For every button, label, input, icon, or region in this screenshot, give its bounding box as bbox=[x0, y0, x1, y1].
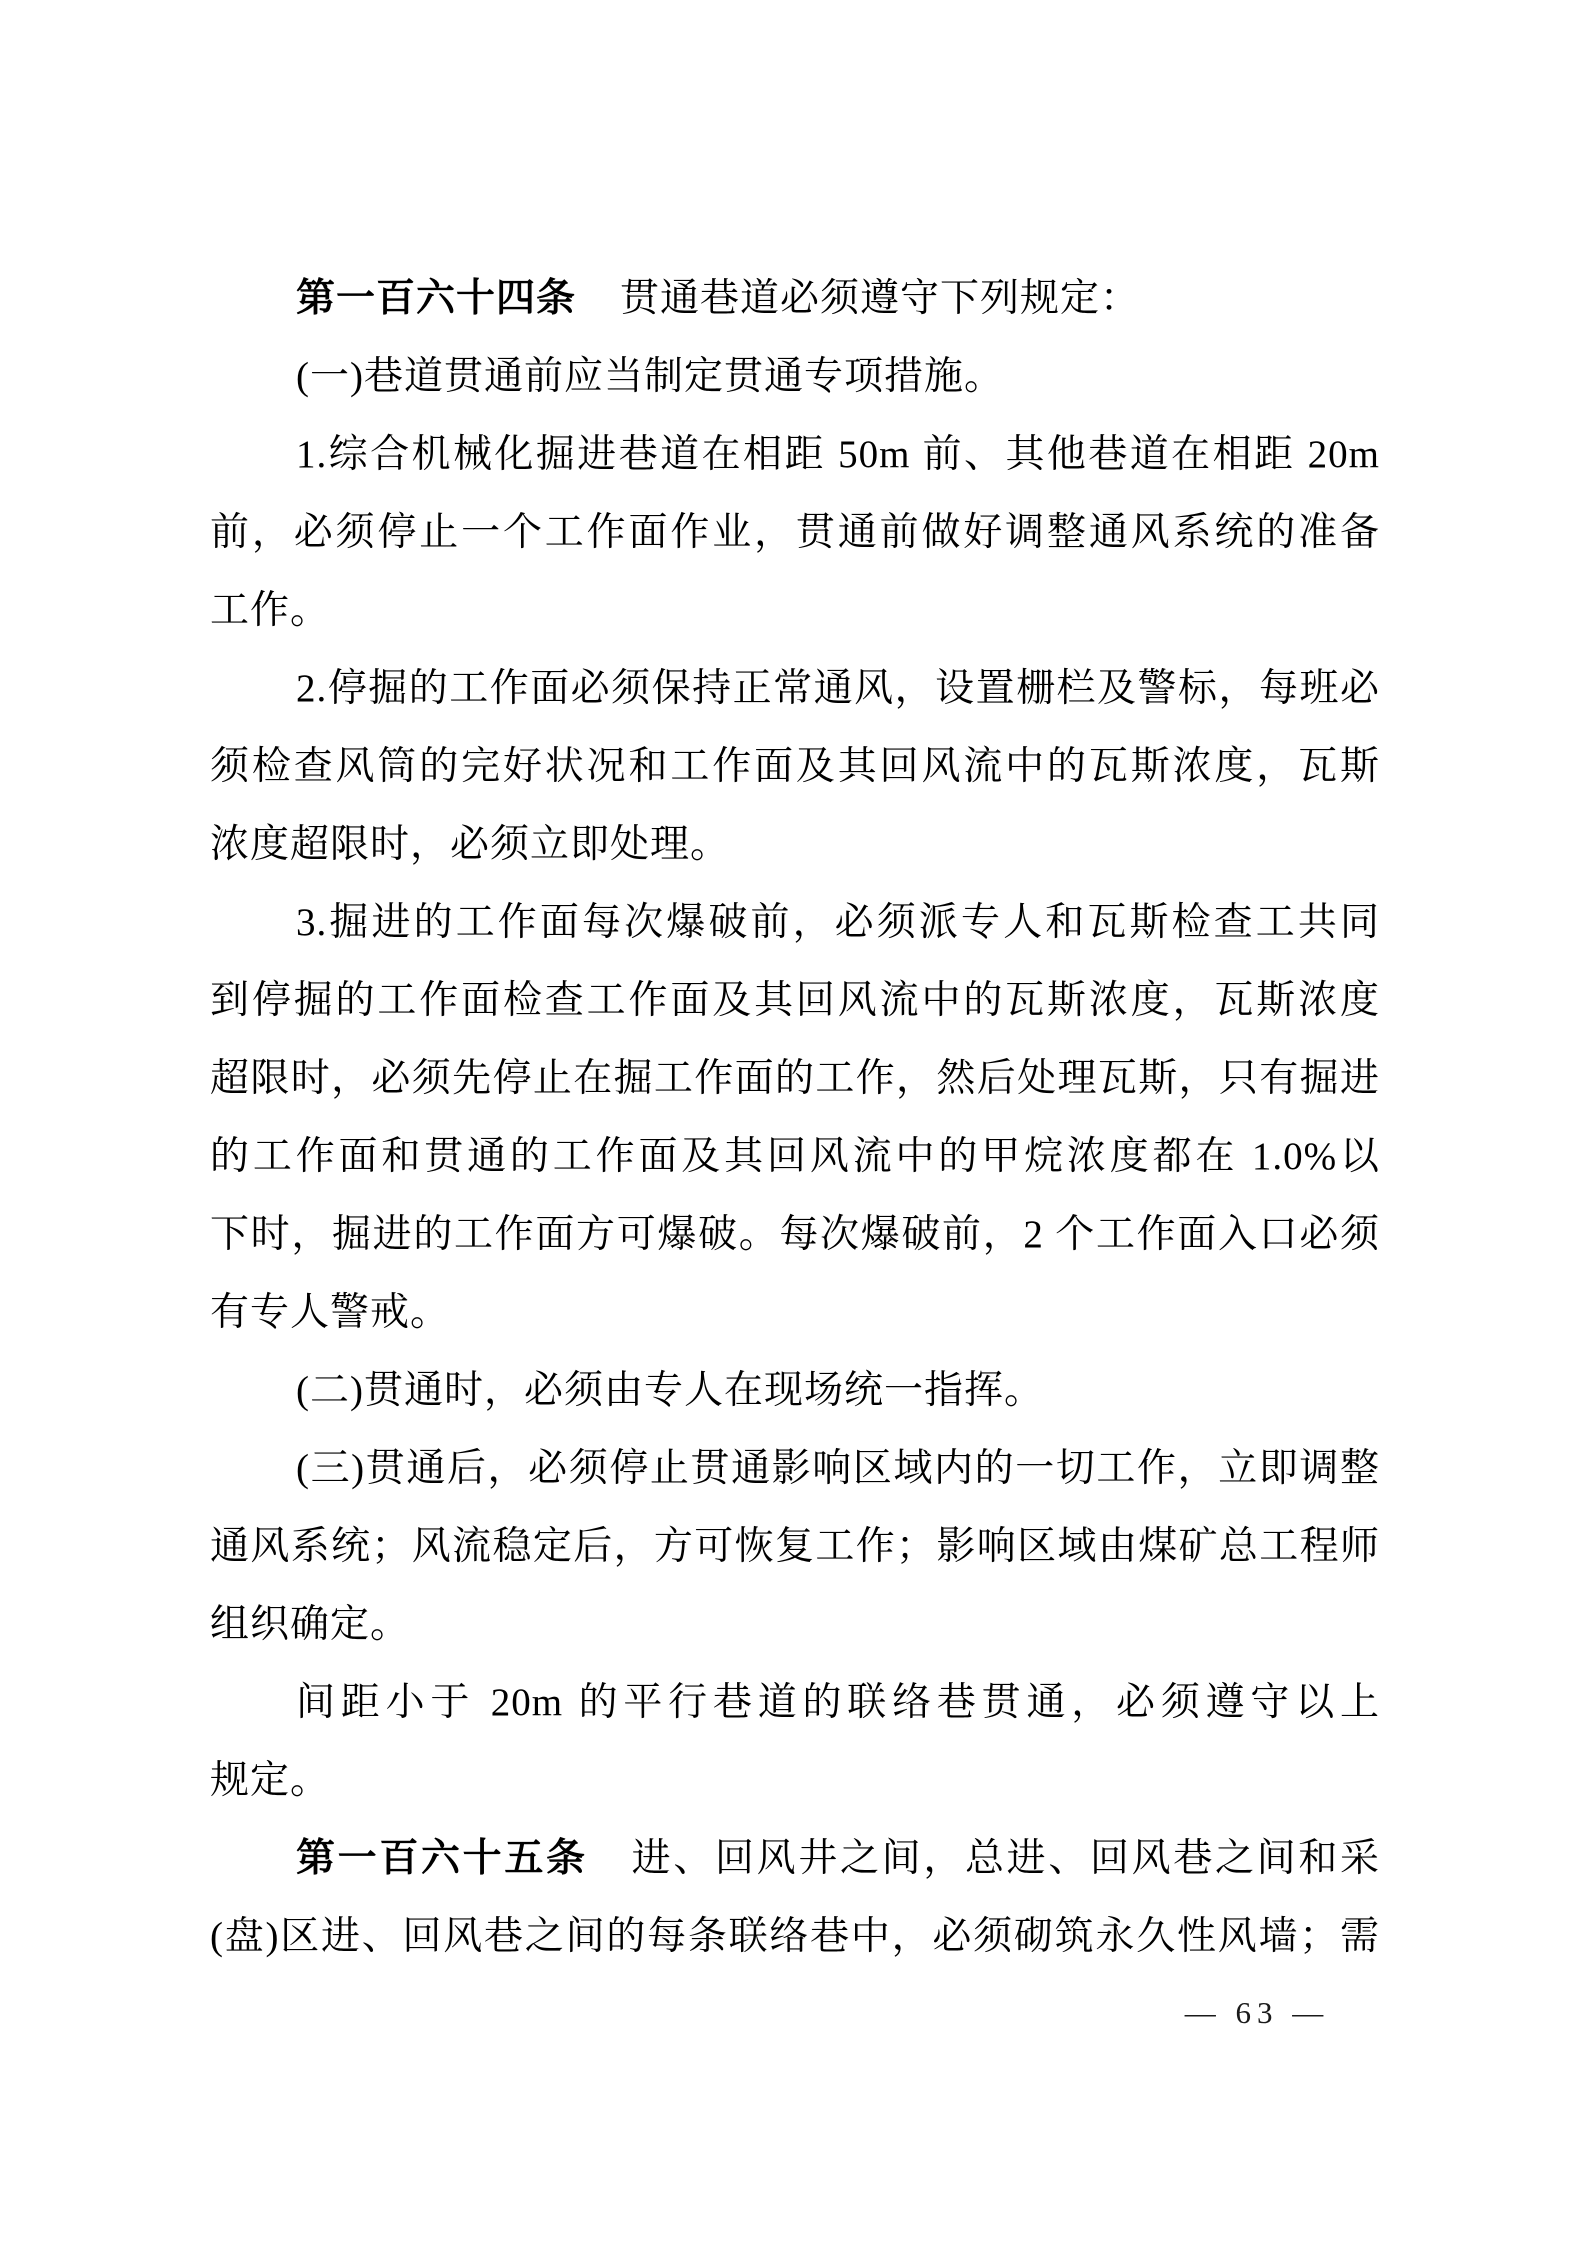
article-164-heading-line bbox=[210, 260, 1380, 338]
line-text: 组织确定。 bbox=[210, 1603, 411, 1646]
line-text: 1.综合机械化掘进巷道在相距 50m 前、其他巷道在相距 20m bbox=[296, 433, 1380, 476]
line-text: 超限时，必须先停止在掘工作面的工作，然后处理瓦斯，只有掘进 bbox=[210, 1057, 1380, 1100]
page-number: — 63 — bbox=[1184, 1995, 1330, 2030]
text-line bbox=[210, 1508, 1380, 1586]
text-line bbox=[210, 1040, 1380, 1118]
line-text: 到停掘的工作面检查工作面及其回风流中的瓦斯浓度，瓦斯浓度 bbox=[210, 979, 1380, 1022]
line-text: 2.停掘的工作面必须保持正常通风，设置栅栏及警标，每班必 bbox=[296, 667, 1380, 710]
line-text: 工作。 bbox=[210, 589, 331, 632]
line-text: 间距小于 20m 的平行巷道的联络巷贯通，必须遵守以上 bbox=[296, 1681, 1380, 1724]
text-line bbox=[210, 572, 1380, 650]
line-text: 3.掘进的工作面每次爆破前，必须派专人和瓦斯检查工共同 bbox=[296, 901, 1380, 944]
text-line bbox=[210, 1898, 1380, 1976]
line-text: 浓度超限时，必须立即处理。 bbox=[210, 823, 731, 866]
line-text: 前，必须停止一个工作面作业，贯通前做好调整通风系统的准备 bbox=[210, 511, 1380, 554]
line-text: (二)贯通时，必须由专人在现场统一指挥。 bbox=[296, 1369, 1044, 1412]
article-164-number: 第一百六十四条 bbox=[296, 277, 577, 320]
text-line bbox=[210, 962, 1380, 1040]
text-line bbox=[210, 1118, 1380, 1196]
text-line bbox=[210, 494, 1380, 572]
text-line bbox=[210, 1742, 1380, 1820]
text-line bbox=[210, 1586, 1380, 1664]
article-165-heading-line bbox=[210, 1820, 1380, 1898]
line-text: 下时，掘进的工作面方可爆破。每次爆破前，2 个工作面入口必须 bbox=[210, 1213, 1380, 1256]
text-line bbox=[210, 728, 1380, 806]
article-164-intro: 贯通巷道必须遵守下列规定： bbox=[620, 277, 1141, 320]
line-text: 通风系统；风流稳定后，方可恢复工作；影响区域由煤矿总工程师 bbox=[210, 1525, 1380, 1568]
line-text: (一)巷道贯通前应当制定贯通专项措施。 bbox=[296, 355, 1004, 398]
text-line bbox=[210, 1196, 1380, 1274]
text-line bbox=[210, 1352, 1380, 1430]
line-text: (三)贯通后，必须停止贯通影响区域内的一切工作，立即调整 bbox=[296, 1447, 1380, 1490]
text-line bbox=[210, 416, 1380, 494]
text-line bbox=[210, 884, 1380, 962]
line-text: 的工作面和贯通的工作面及其回风流中的甲烷浓度都在 1.0%以 bbox=[210, 1135, 1380, 1178]
text-block bbox=[210, 260, 1380, 1976]
article-165-intro: 进、回风井之间，总进、回风巷之间和采 bbox=[631, 1837, 1380, 1880]
text-line bbox=[210, 1664, 1380, 1742]
line-text: 有专人警戒。 bbox=[210, 1291, 451, 1334]
text-line bbox=[210, 806, 1380, 884]
text-line bbox=[210, 1430, 1380, 1508]
text-line bbox=[210, 650, 1380, 728]
article-165-number: 第一百六十五条 bbox=[296, 1837, 588, 1880]
line-text: 规定。 bbox=[210, 1759, 331, 1802]
text-line bbox=[210, 1274, 1380, 1352]
text-line bbox=[210, 338, 1380, 416]
line-text: 须检查风筒的完好状况和工作面及其回风流中的瓦斯浓度，瓦斯 bbox=[210, 745, 1380, 788]
line-text: (盘)区进、回风巷之间的每条联络巷中，必须砌筑永久性风墙；需 bbox=[210, 1915, 1380, 1958]
